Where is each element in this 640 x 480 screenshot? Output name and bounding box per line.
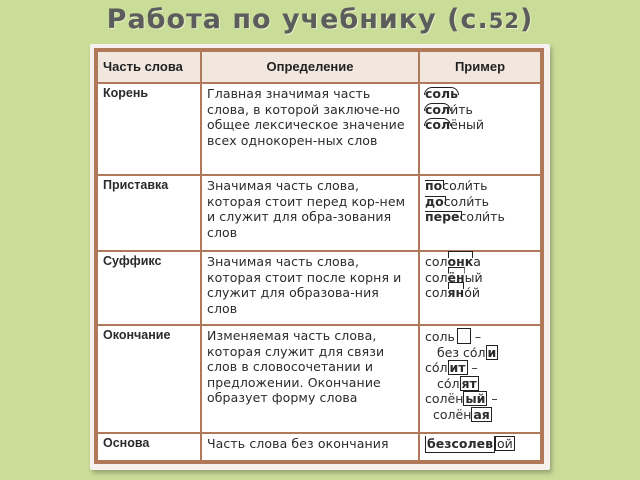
ending-marker: ит [449,360,466,375]
example-rest: а [473,254,481,269]
term-stem: Основа [97,433,201,461]
example-before: сол [425,285,448,300]
example-line [425,391,535,407]
example-line [425,407,535,423]
example-pre: солён [425,391,464,406]
term-ending: Окончание [97,325,201,433]
example-line [425,270,535,286]
example-pre: без со́л [437,344,486,360]
example-before: сол [425,269,448,285]
example-line [425,376,535,392]
example-rest: ый [464,269,483,285]
word-parts-table [96,50,542,462]
example-line [425,345,535,361]
example-line [425,328,535,345]
definition-root: Главная значимая часть слова, в которой заключе-но общее лексическое значение всех однокорен-ных слов [201,83,419,175]
definition-suffix: Значимая часть слова, которая стоит после корня и служит для образова-ния слов [201,251,419,325]
example-post: – [467,360,478,375]
suffix-marker: ён [447,269,465,285]
examples-prefix [419,175,541,251]
ending-marker: и [487,344,497,360]
term-prefix: Приставка [97,175,201,251]
example-pre: соль [425,329,455,344]
example-line [425,254,535,270]
example-line [425,436,535,453]
table-row-root [97,83,541,175]
examples-suffix [419,251,541,325]
textbook-table-card [90,44,550,470]
table-row-stem [97,433,541,461]
examples-ending [419,325,541,433]
prefix-marker: до [425,193,444,209]
title-main: Работа по учебнику (с. [106,4,489,35]
example-pre: со́л [437,375,460,391]
ending-marker: ят [461,375,477,391]
example-line [425,117,535,133]
ending-marker: ой [497,436,513,451]
example-rest: ёный [450,117,485,132]
stem-marker: безсолев [427,436,494,451]
textbook-table-frame [94,48,544,464]
table-row-suffix [97,251,541,325]
example-line [425,194,535,210]
example-rest: соли́ть [443,193,489,209]
prefix-marker: по [425,178,443,193]
examples-stem [419,433,541,461]
suffix-marker: онк [447,254,474,269]
example-line [425,209,535,225]
ending-marker: ый [465,391,486,406]
table-row-ending [97,325,541,433]
root-marker: соль [425,86,459,101]
example-line [425,102,535,118]
example-line [425,285,535,301]
header-part: Часть слова [97,51,201,83]
prefix-marker: пере [425,209,460,224]
title-page-number: 52 [488,9,520,33]
example-rest: о́й [464,285,480,300]
definition-prefix: Значимая часть слова, которая стоит перед кор-нем и служит для обра-зования слов [201,175,419,251]
example-post: – [470,329,482,344]
definition-stem: Часть слова без окончания [201,433,419,461]
title-close: ) [519,4,534,35]
root-marker: сол [425,101,451,117]
example-pre: со́л [425,360,448,375]
examples-root [419,83,541,175]
ending-marker: ая [473,406,490,422]
zero-ending-box [457,328,471,344]
example-line [425,86,535,102]
example-line [425,178,535,194]
example-line [425,360,535,376]
root-marker: сол [425,117,451,132]
table-header-row [97,51,541,83]
header-definition: Определение [201,51,419,83]
suffix-marker: ян [447,285,465,300]
definition-ending: Изменяемая часть слова, которая служит для связи слов в словосочетании и предложении. Окончание образует форму слова [201,325,419,433]
example-before: сол [425,254,448,269]
header-example: Пример [419,51,541,83]
page-title [0,4,640,35]
example-post: – [487,391,498,406]
example-rest: соли́ть [442,178,488,193]
table-row-prefix [97,175,541,251]
example-rest: соли́ть [459,209,505,224]
example-pre: солён [433,406,472,422]
example-rest: и́ть [450,101,473,117]
term-suffix: Суффикс [97,251,201,325]
term-root: Корень [97,83,201,175]
